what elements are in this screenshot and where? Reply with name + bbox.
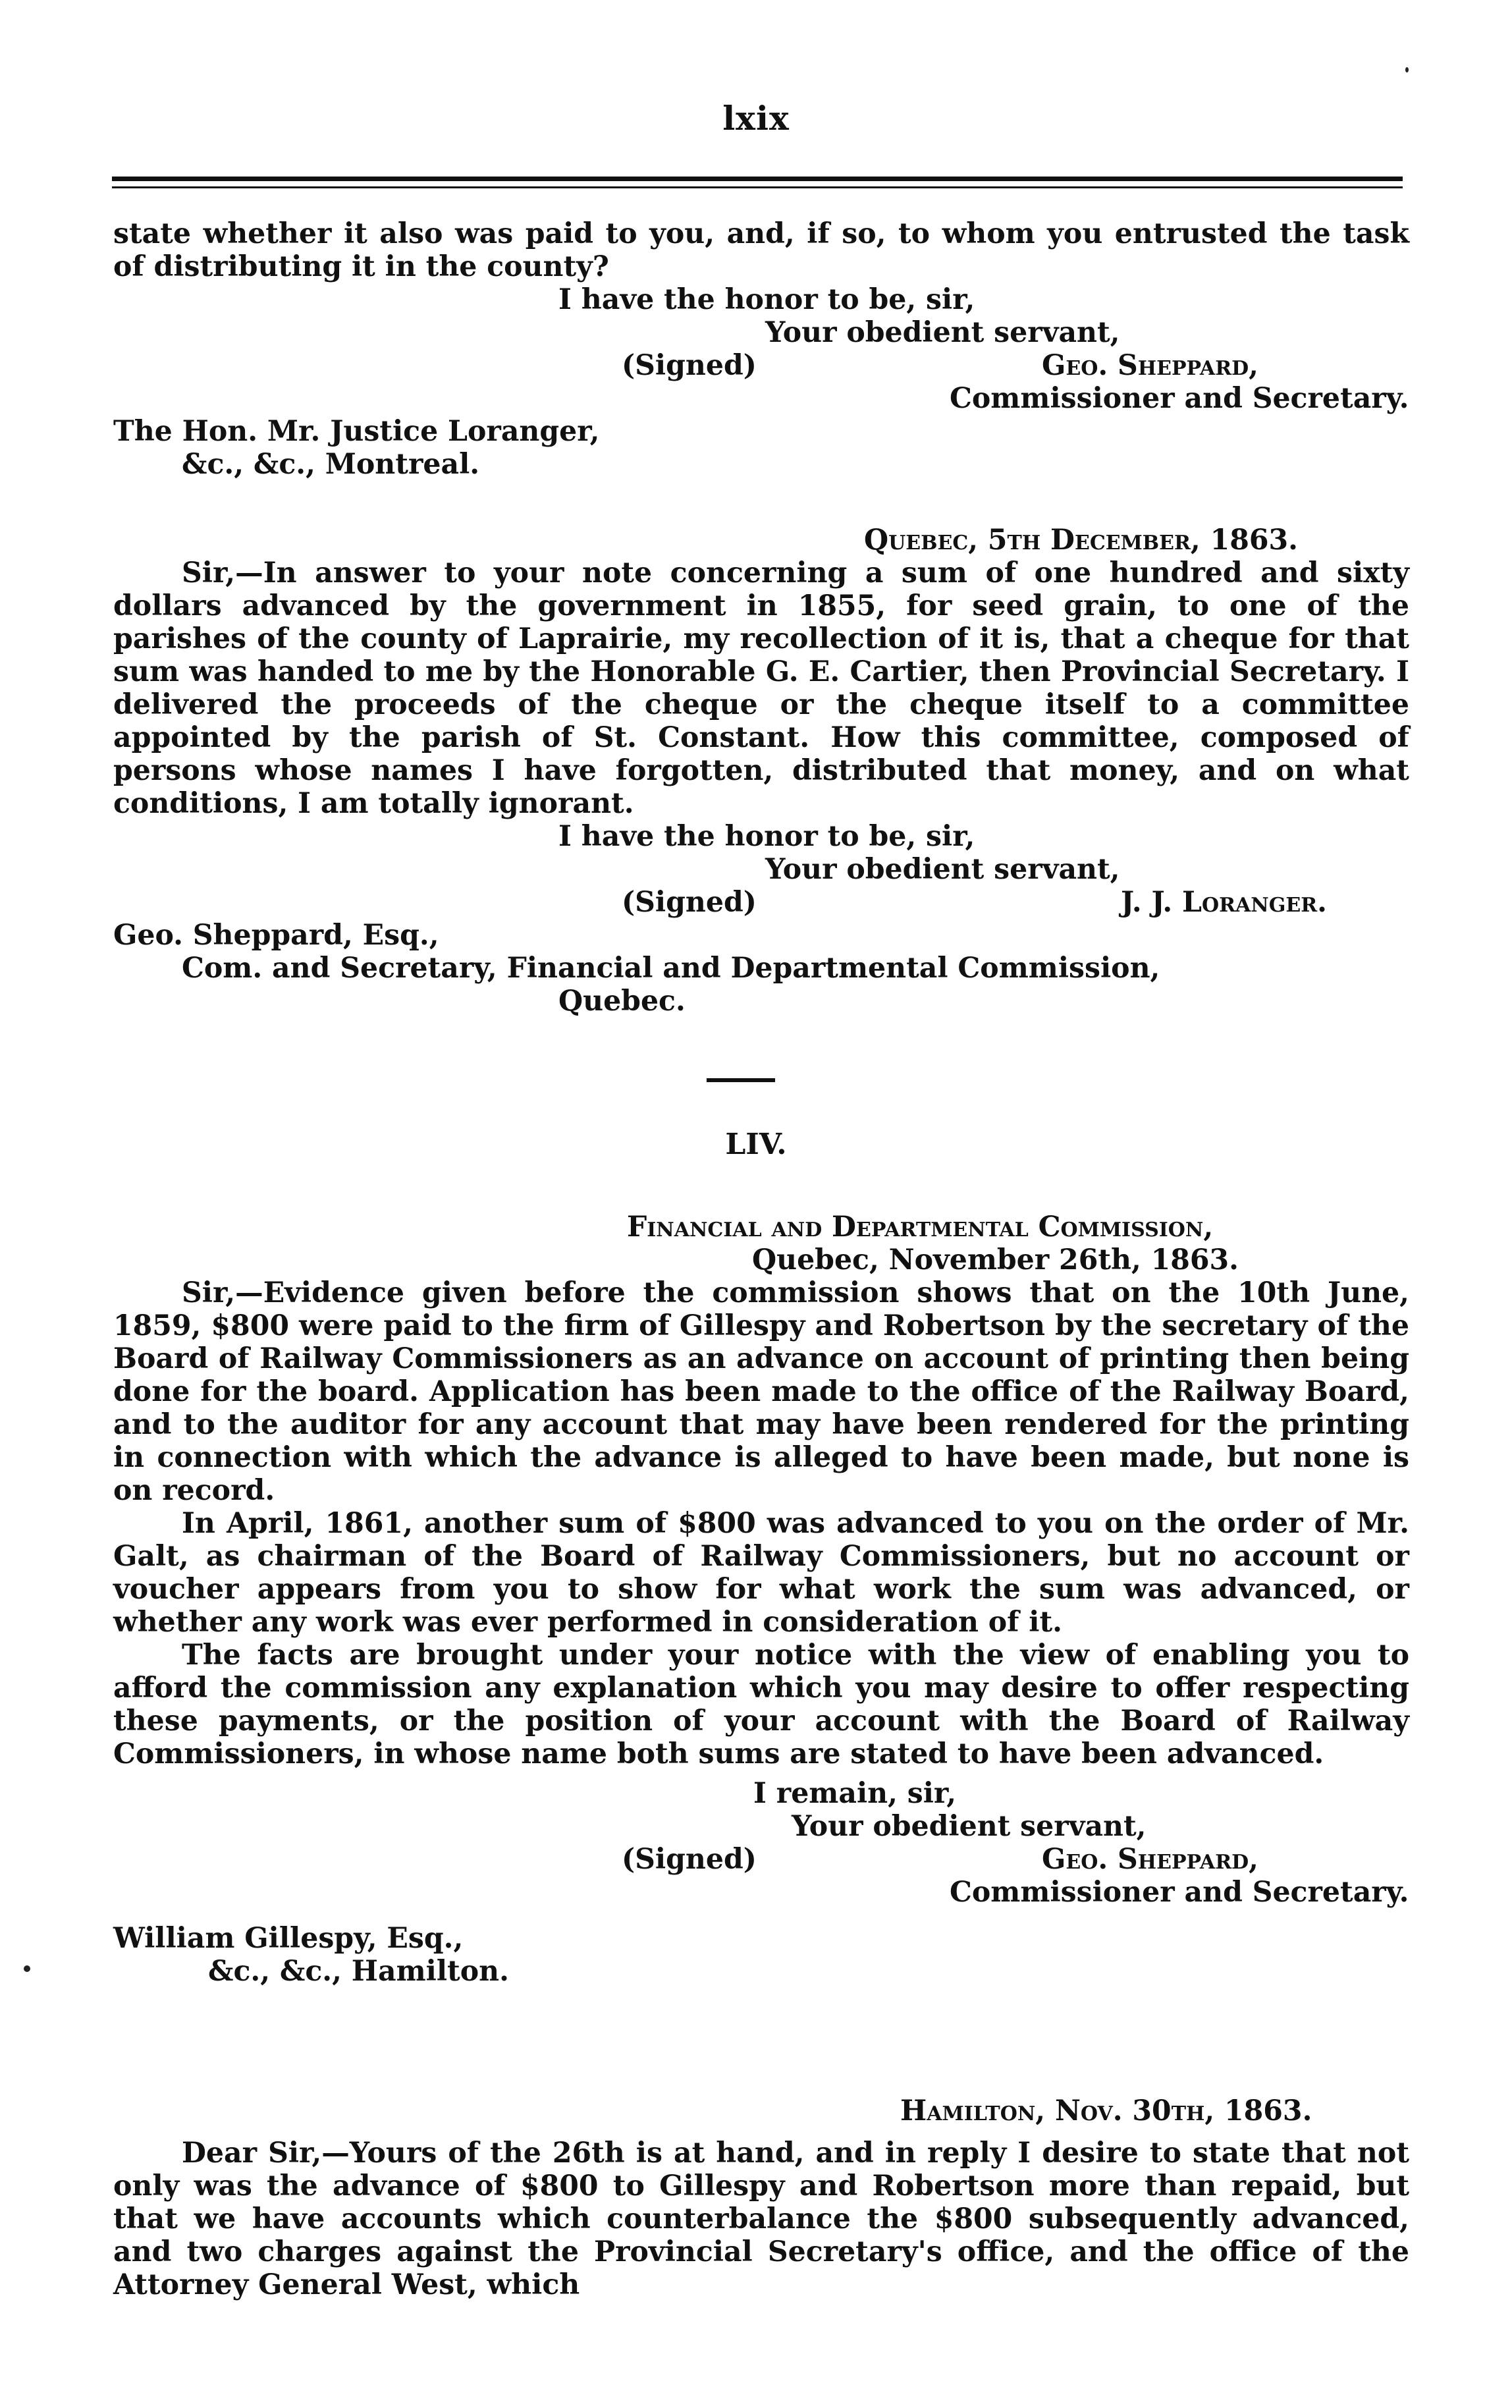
letter2-signer: J. J. Loranger.	[1121, 886, 1327, 919]
letter4	[113, 2094, 1409, 2301]
letter3	[113, 1211, 1409, 1988]
letter1-tail	[113, 217, 1409, 481]
letter3-signer-title: Commissioner and Secretary.	[950, 1876, 1409, 1909]
letter2-addressee-line3: Quebec.	[558, 985, 686, 1018]
letter2-body: Sir,—In answer to your note concerning a sum of one hundred and sixty dollars advanced by the government in 1855, for seed grain, to one of the parishes of the county of Laprairie, my recollection of it is, that a cheque for that sum was handed to me by the Honorable G. E. Cartier, then Provincial Secretary. I delivered the proceeds of the cheque or the cheque itself to a committee appointed by the parish of St. Constant. How this committee, composed of persons whose names I have forgotten, distributed that money, and on what conditions, I am totally ignorant.	[113, 557, 1409, 820]
page-number: lxix	[722, 99, 790, 138]
letter1-signer-title: Commissioner and Secretary.	[950, 382, 1409, 415]
header-rule-thin	[112, 186, 1403, 188]
letter1-closing: I have the honor to be, sir,	[558, 283, 975, 316]
letter4-body: Dear Sir,—Yours of the 26th is at hand, and in reply I desire to state that not only was the advance of $800 to Gillespy and Robertson more than repaid, but that we have accounts which counterbalance the $800 subsequently advanced, and two charges against the Provincial Secretary's office, and the office of the Attorney General West, which	[113, 2137, 1409, 2301]
letter2-addressee-line2: Com. and Secretary, Financial and Departmental Commission,	[182, 952, 1160, 985]
letter3-signed: (Signed)	[622, 1843, 757, 1876]
letter4-dateline: Hamilton, Nov. 30th, 1863.	[900, 2094, 1312, 2127]
scan-speck	[24, 1965, 30, 1972]
letter3-paragraph-2: In April, 1861, another sum of $800 was advanced to you on the order of Mr. Galt, as chairman of the Board of Railway Commissioners, but no account or voucher appears from you to show for what work the sum was advanced, or whether any work was ever performed in consideration of it.	[113, 1507, 1409, 1639]
letter1-addressee-detail: &c., &c., Montreal.	[182, 448, 480, 481]
scan-speck	[1405, 67, 1409, 72]
section-divider	[707, 1078, 775, 1082]
letter3-addressee: William Gillespy, Esq.,	[113, 1922, 464, 1955]
letter2-dateline: Quebec, 5th December, 1863.	[864, 524, 1298, 557]
letter3-dateline: Quebec, November 26th, 1863.	[752, 1244, 1239, 1276]
letter2-closing: I have the honor to be, sir,	[558, 820, 975, 853]
letter3-office: Financial and Departmental Commission,	[627, 1211, 1214, 1244]
letter3-paragraph-1: Sir,—Evidence given before the commission shows that on the 10th June, 1859, $800 were paid to the firm of Gillespy and Robertson by the secretary of the Board of Railway Commissioners as an advance on account of printing then being done for the board. Application has been made to the office of the Railway Board, and to the auditor for any account that may have been rendered for the printing in connection with which the advance is alleged to have been made, but none is on record.	[113, 1276, 1409, 1507]
letter3-signer: Geo. Sheppard,	[1042, 1843, 1258, 1876]
letter3-paragraph-3: The facts are brought under your notice with the view of enabling you to afford the commission any explanation which you may desire to offer respecting these payments, or the position of your account with the Board of Railway Commissioners, in whose name both sums are stated to have been advanced.	[113, 1639, 1409, 1770]
letter2	[113, 524, 1409, 1018]
letter1-valediction: Your obedient servant,	[765, 316, 1120, 349]
header-rule-thick	[112, 177, 1403, 181]
section-heading: LIV.	[725, 1128, 787, 1161]
letter1-addressee: The Hon. Mr. Justice Loranger,	[113, 415, 600, 448]
letter1-signer: Geo. Sheppard,	[1042, 349, 1258, 382]
letter3-addressee-detail: &c., &c., Hamilton.	[208, 1955, 509, 1988]
letter3-closing: I remain, sir,	[753, 1777, 957, 1810]
letter1-signed: (Signed)	[622, 349, 757, 382]
letter2-valediction: Your obedient servant,	[765, 853, 1120, 886]
letter1-closing-text: state whether it also was paid to you, and, if so, to whom you entrusted the task of distributing it in the county?	[113, 217, 1409, 283]
letter3-valediction: Your obedient servant,	[792, 1810, 1147, 1843]
letter2-signed: (Signed)	[622, 886, 757, 919]
letter2-addressee: Geo. Sheppard, Esq.,	[113, 919, 439, 952]
